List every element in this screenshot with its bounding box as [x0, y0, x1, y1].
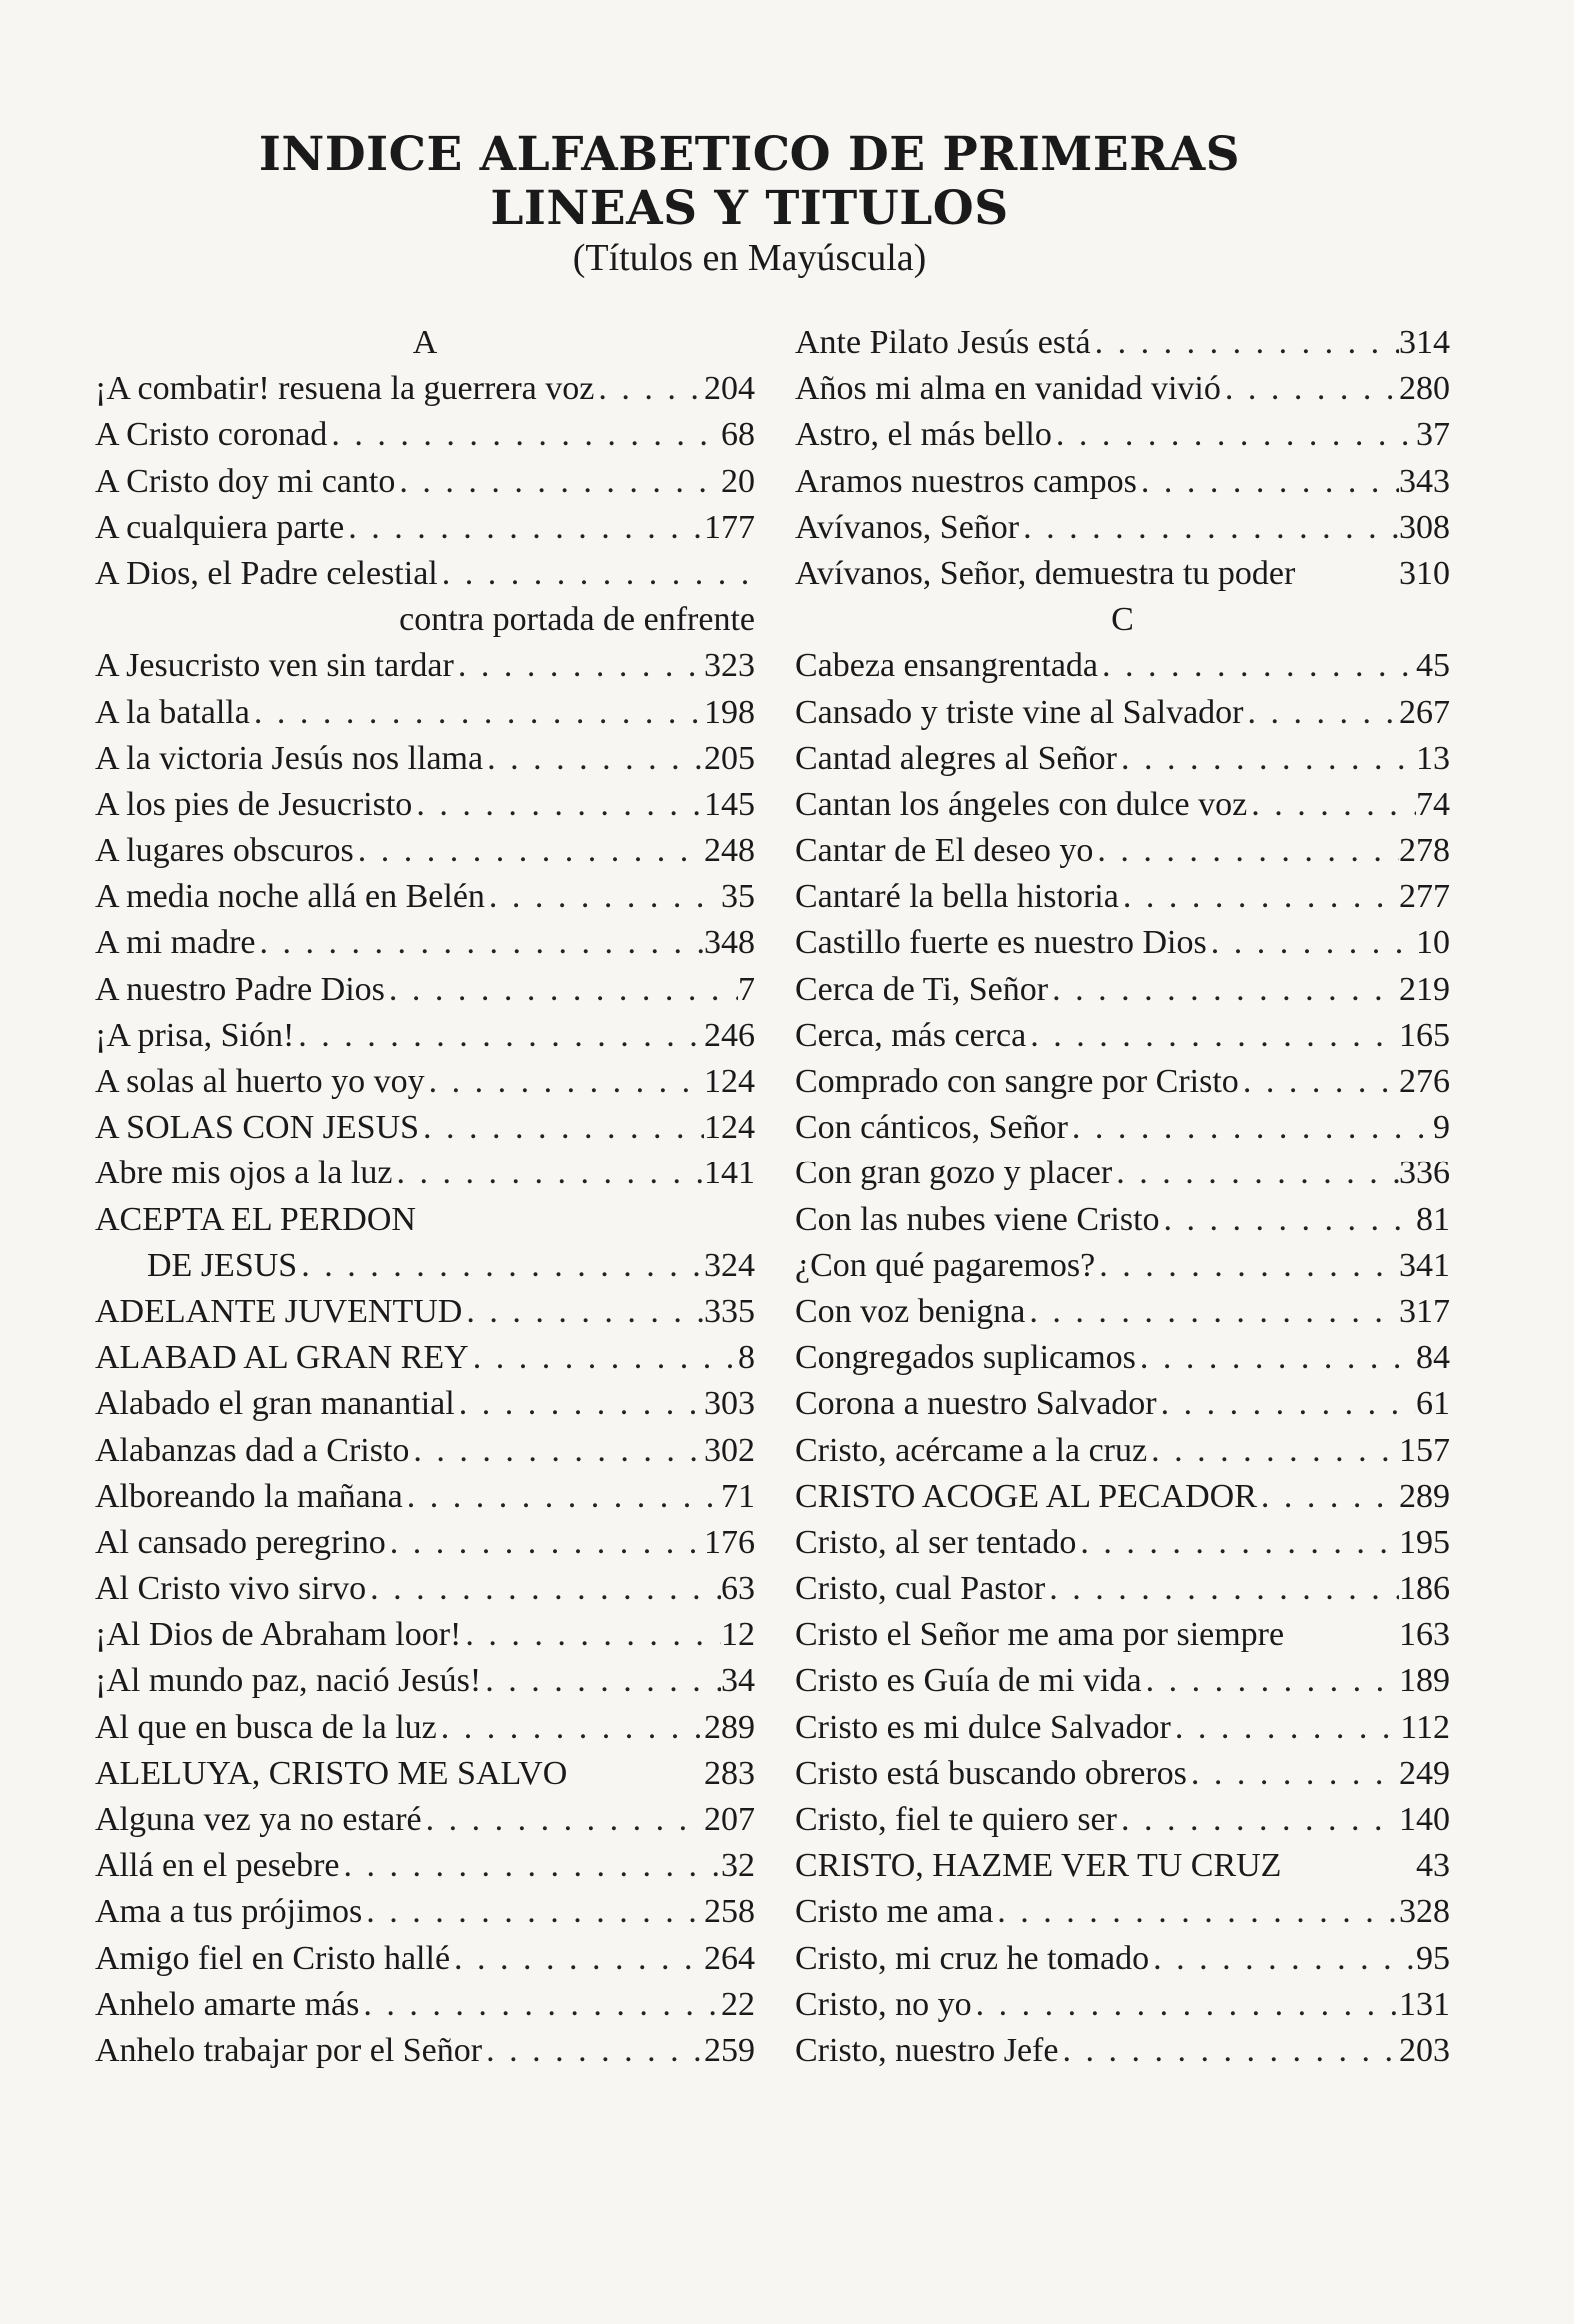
- dot-leader: [1119, 874, 1399, 920]
- entry-page-number: 165: [1399, 1016, 1450, 1054]
- dot-leader: [1157, 1381, 1416, 1427]
- dot-leader: [1025, 1289, 1399, 1335]
- index-entry: [95, 690, 755, 736]
- dot-leader: [438, 551, 755, 597]
- entry-title: Avívanos, Señor: [795, 508, 1020, 546]
- dot-leader: [340, 1843, 722, 1889]
- dot-leader: [1171, 1705, 1400, 1751]
- entry-title: ¡A combatir! resuena la guerrera voz: [95, 370, 595, 408]
- index-entry: [795, 1982, 1450, 2028]
- dot-leader: [1244, 690, 1399, 736]
- index-entry: [795, 1797, 1450, 1843]
- index-entry: [795, 1889, 1450, 1935]
- index-entry: [95, 967, 755, 1013]
- dot-leader: [972, 1982, 1399, 2028]
- dot-leader: [481, 1658, 721, 1704]
- entry-title: A media noche allá en Belén: [95, 878, 485, 916]
- entry-title: Alabanzas dad a Cristo: [95, 1431, 410, 1469]
- entry-page-number: 61: [1416, 1385, 1450, 1423]
- dot-leader: [461, 1612, 721, 1658]
- entry-title: A la batalla: [95, 693, 250, 731]
- entry-title: Cantan los ángeles con dulce voz: [795, 785, 1248, 823]
- dot-leader: [594, 366, 704, 412]
- index-entry: [95, 828, 755, 874]
- index-entry: [795, 1751, 1450, 1797]
- index-entry: [795, 412, 1450, 458]
- entry-page-number: 264: [704, 1939, 755, 1977]
- entry-page-number: 308: [1399, 508, 1450, 546]
- title-line-1: INDICE ALFABETICO DE PRIMERAS: [258, 127, 1241, 182]
- index-entry: [95, 782, 755, 828]
- index-entry: [95, 412, 755, 458]
- entry-title: Cristo, fiel te quiero ser: [795, 1801, 1117, 1838]
- index-entry: [795, 1705, 1450, 1751]
- entry-title: Cristo, mi cruz he tomado: [795, 1939, 1150, 1977]
- dot-leader: [1045, 1566, 1399, 1612]
- entry-page-number: 205: [704, 739, 755, 777]
- index-entry: [95, 1197, 755, 1243]
- dot-leader: [1142, 1658, 1399, 1704]
- index-entry: [795, 1566, 1450, 1612]
- index-entry: [795, 1059, 1450, 1105]
- index-entry: [95, 1658, 755, 1704]
- entry-title: Cerca de Ti, Señor: [795, 970, 1049, 1008]
- section-letter: [795, 597, 1450, 643]
- entry-title: Castillo fuerte es nuestro Dios: [795, 924, 1207, 962]
- entry-page-number: 289: [1399, 1477, 1450, 1515]
- entry-title: Ama a tus prójimos: [95, 1893, 363, 1931]
- entry-title: Cantaré la bella historia: [795, 878, 1119, 916]
- entry-page-number: 302: [704, 1431, 755, 1469]
- index-entry: [95, 874, 755, 920]
- entry-page-number: 176: [704, 1523, 755, 1561]
- dot-leader: [1098, 643, 1416, 689]
- left-index-column: [95, 320, 755, 2074]
- entry-title: Con voz benigna: [795, 1292, 1026, 1330]
- index-entry: [795, 690, 1450, 736]
- entry-title: A SOLAS CON JESUS: [95, 1109, 420, 1147]
- entry-page-number: 43: [1416, 1847, 1450, 1885]
- dot-leader: [385, 967, 738, 1013]
- dot-leader: [454, 643, 704, 689]
- index-entry: [795, 1151, 1450, 1196]
- dot-leader: [392, 1151, 704, 1196]
- entry-page-number: 267: [1399, 693, 1450, 731]
- entry-page-number: 68: [721, 416, 755, 454]
- dot-leader: [366, 1566, 721, 1612]
- entry-title: Con gran gozo y placer: [795, 1155, 1113, 1192]
- entry-page-number: 22: [721, 1985, 755, 2023]
- entry-page-number: 204: [704, 370, 755, 408]
- entry-page-number: 259: [704, 2031, 755, 2069]
- index-entry: [795, 967, 1450, 1013]
- dot-leader: [462, 1289, 704, 1335]
- entry-title: DE JESUS: [147, 1246, 298, 1284]
- section-letter-text: A: [412, 324, 438, 361]
- index-entry: [95, 2028, 755, 2074]
- dot-leader: [1058, 2028, 1399, 2074]
- entry-page-number: 348: [704, 924, 755, 962]
- entry-title: Cristo es Guía de mi vida: [795, 1662, 1142, 1700]
- entry-page-number: 9: [1433, 1109, 1450, 1147]
- entry-title: Alabado el gran manantial: [95, 1385, 455, 1423]
- dot-leader: [419, 1105, 704, 1151]
- entry-title: A mi madre: [95, 924, 256, 962]
- entry-page-number: 276: [1399, 1063, 1450, 1100]
- entry-title: ACEPTA EL PERDON: [95, 1200, 416, 1238]
- entry-title: A Dios, el Padre celestial: [95, 554, 438, 592]
- entry-page-number: 37: [1416, 416, 1450, 454]
- index-entry: [95, 1705, 755, 1751]
- entry-title: ADELANTE JUVENTUD: [95, 1292, 463, 1330]
- index-entry: [795, 1243, 1450, 1289]
- entry-page-number: 283: [704, 1754, 755, 1792]
- dot-leader: [437, 1705, 704, 1751]
- dot-leader: [403, 1474, 721, 1520]
- dot-leader: [1091, 320, 1399, 366]
- entry-page-number: 74: [1416, 785, 1450, 823]
- entry-page-number: 189: [1399, 1662, 1450, 1700]
- entry-page-number: 186: [1399, 1570, 1450, 1608]
- dot-leader: [359, 1982, 721, 2028]
- index-entry: [795, 1520, 1450, 1566]
- dot-leader: [1048, 967, 1399, 1013]
- entry-page-number: 157: [1399, 1431, 1450, 1469]
- entry-page-number: 45: [1416, 647, 1450, 685]
- dot-leader: [409, 1428, 704, 1474]
- entry-page-number: 124: [704, 1109, 755, 1147]
- entry-title: ¡Al Dios de Abraham loor!: [95, 1616, 462, 1654]
- entry-title: Cristo está buscando obreros: [795, 1754, 1187, 1792]
- dot-leader: [412, 782, 704, 828]
- entry-title: Cristo, no yo: [795, 1985, 972, 2023]
- index-entry: [95, 1335, 755, 1381]
- dot-leader: [1117, 1797, 1399, 1843]
- entry-title: Astro, el más bello: [795, 416, 1052, 454]
- dot-leader: [344, 505, 704, 551]
- index-entry: [95, 736, 755, 782]
- entry-title: ALABAD AL GRAN REY: [95, 1339, 469, 1377]
- entry-title: Cansado y triste vine al Salvador: [795, 693, 1244, 731]
- dot-leader: [256, 920, 704, 966]
- entry-page-number: 343: [1399, 462, 1450, 500]
- entry-title: Cerca, más cerca: [795, 1016, 1027, 1054]
- entry-page-number: 248: [704, 832, 755, 870]
- dot-leader: [386, 1520, 704, 1566]
- entry-title: CRISTO ACOGE AL PECADOR: [795, 1477, 1257, 1515]
- dot-leader: [250, 690, 704, 736]
- entry-page-number: 140: [1399, 1801, 1450, 1838]
- dot-leader: [1149, 1936, 1416, 1982]
- index-entry: [95, 1520, 755, 1566]
- entry-title: Cabeza ensangrentada: [795, 647, 1098, 685]
- entry-title: Ante Pilato Jesús está: [795, 324, 1091, 361]
- entry-title: A nuestro Padre Dios: [95, 970, 385, 1008]
- dot-leader: [1239, 1059, 1399, 1105]
- entry-title: A Jesucristo ven sin tardar: [95, 647, 454, 685]
- entry-page-number: 303: [704, 1385, 755, 1423]
- entry-title: ¡Al mundo paz, nació Jesús!: [95, 1662, 482, 1700]
- index-entry-continuation: [95, 597, 755, 643]
- entry-title: Allá en el pesebre: [95, 1847, 340, 1885]
- entry-page-number: 203: [1399, 2031, 1450, 2069]
- dot-leader: [455, 1381, 704, 1427]
- index-entry: [795, 551, 1450, 597]
- dot-leader: [1117, 736, 1416, 782]
- entry-page-number: 84: [1416, 1339, 1450, 1377]
- entry-title: Cristo, cual Pastor: [795, 1570, 1046, 1608]
- entry-page-number: 145: [704, 785, 755, 823]
- index-entry: [795, 1105, 1450, 1151]
- index-entry: [95, 1428, 755, 1474]
- index-entry: [95, 366, 755, 412]
- dot-leader: [1187, 1751, 1399, 1797]
- entry-page-number: 341: [1399, 1246, 1450, 1284]
- index-entry: [95, 1936, 755, 1982]
- dot-leader: [1076, 1520, 1399, 1566]
- index-entry: [795, 1428, 1450, 1474]
- entry-title: A solas al huerto yo voy: [95, 1063, 425, 1100]
- dot-leader: [1093, 828, 1399, 874]
- index-entry: [795, 874, 1450, 920]
- index-entry: [795, 1197, 1450, 1243]
- entry-page-number: 8: [738, 1339, 755, 1377]
- dot-leader: [362, 1889, 704, 1935]
- index-entry: [95, 920, 755, 966]
- entry-title: A lugares obscuros: [95, 832, 354, 870]
- index-entry: [95, 1243, 755, 1289]
- section-letter-text: C: [1111, 601, 1134, 639]
- entry-title: A Cristo coronad: [95, 416, 328, 454]
- index-entry: [95, 551, 755, 597]
- dot-leader: [354, 828, 704, 874]
- entry-title: Congregados suplicamos: [795, 1339, 1136, 1377]
- entry-title: ¿Con qué pagaremos?: [795, 1246, 1096, 1284]
- entry-page-number: 34: [721, 1662, 755, 1700]
- index-entry: [795, 736, 1450, 782]
- entry-page-number: 258: [704, 1893, 755, 1931]
- entry-title: Al que en busca de la luz: [95, 1708, 437, 1746]
- entry-page-number: 289: [704, 1708, 755, 1746]
- index-entry: [795, 1658, 1450, 1704]
- entry-title: A los pies de Jesucristo: [95, 785, 413, 823]
- entry-page-number: 195: [1399, 1523, 1450, 1561]
- dot-leader: [294, 1013, 704, 1059]
- dot-leader: [1095, 1243, 1399, 1289]
- entry-title: A cualquiera parte: [95, 508, 345, 546]
- entry-title: Cristo, nuestro Jefe: [795, 2031, 1059, 2069]
- entry-page-number: 310: [1399, 554, 1450, 592]
- section-letter: [95, 320, 755, 366]
- index-entry: [795, 782, 1450, 828]
- entry-page-number: 219: [1399, 970, 1450, 1008]
- entry-title: A la victoria Jesús nos llama: [95, 739, 484, 777]
- entry-page-number: 81: [1416, 1200, 1450, 1238]
- entry-title: Avívanos, Señor, demuestra tu poder: [795, 554, 1296, 592]
- entry-title: Cristo me ama: [795, 1893, 994, 1931]
- entry-page-number: 7: [738, 970, 755, 1008]
- entry-title: Anhelo trabajar por el Señor: [95, 2031, 483, 2069]
- entry-page-number: 177: [704, 508, 755, 546]
- entry-title: Cristo el Señor me ama por siempre: [795, 1616, 1285, 1654]
- index-entry: [795, 1013, 1450, 1059]
- index-entry: [795, 920, 1450, 966]
- entry-title: ALELUYA, CRISTO ME SALVO: [95, 1754, 568, 1792]
- entry-title: Aramos nuestros campos: [795, 462, 1137, 500]
- entry-page-number: 95: [1416, 1939, 1450, 1977]
- entry-page-number: 328: [1399, 1893, 1450, 1931]
- dot-leader: [1026, 1013, 1399, 1059]
- entry-page-number: 71: [721, 1477, 755, 1515]
- entry-page-number: 317: [1399, 1292, 1450, 1330]
- dot-leader: [1147, 1428, 1399, 1474]
- entry-page-number: 141: [704, 1155, 755, 1192]
- entry-page-number: 246: [704, 1016, 755, 1054]
- index-entry: [795, 1843, 1450, 1889]
- entry-page-number: 207: [704, 1801, 755, 1838]
- index-entry: [95, 1612, 755, 1658]
- index-entry: [95, 1059, 755, 1105]
- entry-title: Anhelo amarte más: [95, 1985, 360, 2023]
- entry-title: Corona a nuestro Salvador: [795, 1385, 1157, 1423]
- entry-page-number: 131: [1399, 1985, 1450, 2023]
- entry-title: Con cánticos, Señor: [795, 1109, 1068, 1147]
- entry-title: Con las nubes viene Cristo: [795, 1200, 1160, 1238]
- index-entry: [795, 366, 1450, 412]
- entry-page-number: 13: [1416, 739, 1450, 777]
- index-entry: [95, 1751, 755, 1797]
- dot-leader: [993, 1889, 1399, 1935]
- entry-title: Alguna vez ya no estaré: [95, 1801, 422, 1838]
- entry-title: ¡A prisa, Sión!: [95, 1016, 295, 1054]
- entry-page-number: 198: [704, 693, 755, 731]
- entry-page-number: 278: [1399, 832, 1450, 870]
- dot-leader: [1221, 366, 1399, 412]
- dot-leader: [1052, 412, 1416, 458]
- entry-title: Amigo fiel en Cristo hallé: [95, 1939, 451, 1977]
- dot-leader: [1247, 782, 1416, 828]
- index-entry: [95, 1843, 755, 1889]
- dot-leader: [425, 1059, 704, 1105]
- entry-page-number: 280: [1399, 370, 1450, 408]
- entry-title: Al Cristo vivo sirvo: [95, 1570, 367, 1608]
- index-entry: [795, 1474, 1450, 1520]
- entry-page-number: 112: [1400, 1708, 1450, 1746]
- entry-title: Cantad alegres al Señor: [795, 739, 1117, 777]
- index-entry: [795, 1936, 1450, 1982]
- index-entry: [95, 1889, 755, 1935]
- index-entry: [95, 1797, 755, 1843]
- entry-title: Cristo es mi dulce Salvador: [795, 1708, 1171, 1746]
- entry-title: Al cansado peregrino: [95, 1523, 386, 1561]
- dot-leader: [1207, 920, 1416, 966]
- entry-page-number: 336: [1399, 1155, 1450, 1192]
- index-entry: [95, 1013, 755, 1059]
- entry-title: Cantar de El deseo yo: [795, 832, 1094, 870]
- dot-leader: [1160, 1197, 1416, 1243]
- dot-leader: [469, 1335, 738, 1381]
- index-entry: [795, 1381, 1450, 1427]
- index-subtitle: (Títulos en Mayúscula): [572, 237, 927, 279]
- entry-page-number: 335: [704, 1292, 755, 1330]
- dot-leader: [1019, 505, 1399, 551]
- index-entry: [795, 643, 1450, 689]
- index-entry: [795, 1335, 1450, 1381]
- index-entry: [95, 459, 755, 505]
- entry-title: Comprado con sangre por Cristo: [795, 1063, 1239, 1100]
- index-entry: [95, 1105, 755, 1151]
- entry-title: A Cristo doy mi canto: [95, 462, 396, 500]
- dot-leader: [395, 459, 721, 505]
- entry-page-number: 12: [721, 1616, 755, 1654]
- entry-title: Cristo, acércame a la cruz: [795, 1431, 1148, 1469]
- entry-page-number: 124: [704, 1063, 755, 1100]
- entry-title: CRISTO, HAZME VER TU CRUZ: [795, 1847, 1282, 1885]
- index-entry: [95, 1381, 755, 1427]
- index-entry: [95, 505, 755, 551]
- dot-leader: [483, 736, 704, 782]
- entry-page-number: 20: [721, 462, 755, 500]
- index-entry: [795, 320, 1450, 366]
- entry-page-number: 10: [1416, 924, 1450, 962]
- index-entry: [95, 1982, 755, 2028]
- index-entry: [95, 643, 755, 689]
- entry-title: contra portada de enfrente: [399, 601, 755, 639]
- dot-leader: [297, 1243, 704, 1289]
- dot-leader: [1068, 1105, 1433, 1151]
- entry-page-number: 249: [1399, 1754, 1450, 1792]
- dot-leader: [485, 874, 721, 920]
- index-title: [200, 128, 1299, 236]
- index-entry: [95, 1289, 755, 1335]
- index-entry: [795, 1612, 1450, 1658]
- entry-page-number: 32: [721, 1847, 755, 1885]
- dot-leader: [1112, 1151, 1399, 1196]
- dot-leader: [482, 2028, 704, 2074]
- dot-leader: [450, 1936, 704, 1982]
- entry-page-number: 277: [1399, 878, 1450, 916]
- entry-title: Años mi alma en vanidad vivió: [795, 370, 1221, 408]
- index-entry: [795, 828, 1450, 874]
- dot-leader: [1257, 1474, 1399, 1520]
- entry-page-number: 35: [721, 878, 755, 916]
- entry-page-number: 63: [721, 1570, 755, 1608]
- index-entry: [95, 1566, 755, 1612]
- index-entry: [795, 459, 1450, 505]
- dot-leader: [1137, 459, 1399, 505]
- index-entry: [795, 505, 1450, 551]
- index-entry: [795, 1289, 1450, 1335]
- index-entry: [95, 1474, 755, 1520]
- index-entry: [95, 1151, 755, 1196]
- entry-page-number: 324: [704, 1246, 755, 1284]
- title-line-2: LINEAS Y TITULOS: [490, 181, 1009, 236]
- index-entry: [795, 2028, 1450, 2074]
- entry-page-number: 163: [1399, 1616, 1450, 1654]
- entry-title: Cristo, al ser tentado: [795, 1523, 1077, 1561]
- dot-leader: [327, 412, 721, 458]
- right-index-column: [795, 320, 1450, 2074]
- dot-leader: [422, 1797, 704, 1843]
- entry-page-number: 323: [704, 647, 755, 685]
- entry-page-number: 314: [1399, 324, 1450, 361]
- entry-title: Abre mis ojos a la luz: [95, 1155, 393, 1192]
- dot-leader: [1136, 1335, 1416, 1381]
- entry-title: Alboreando la mañana: [95, 1477, 403, 1515]
